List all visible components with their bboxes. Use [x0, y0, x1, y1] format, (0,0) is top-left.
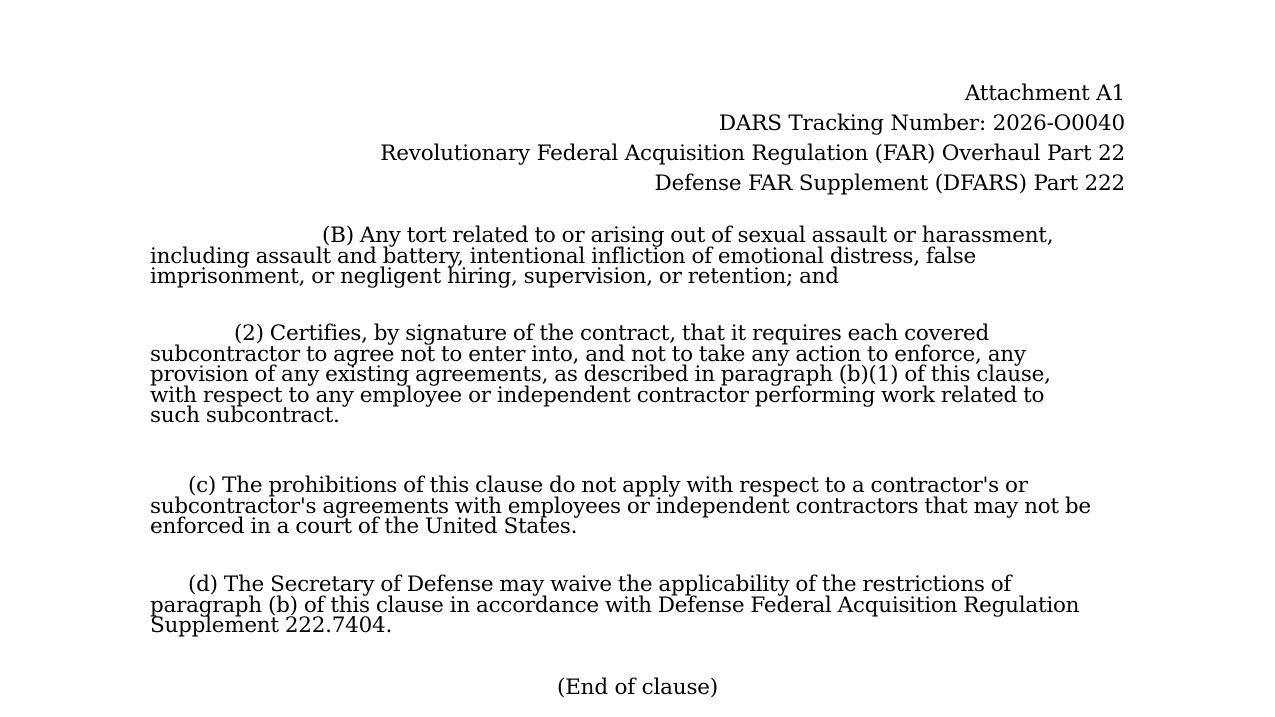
paragraph-line: including assault and battery, intentional infliction of emotional distress, false [150, 243, 977, 269]
end-of-clause: (End of clause) [557, 675, 718, 700]
paragraph-2 [150, 321, 1140, 428]
paragraph-line: subcontractor to agree not to enter into, and not to take any action to enforce, any [150, 341, 1026, 367]
attachment-label: Attachment A1 [964, 81, 1125, 106]
tracking-number: DARS Tracking Number: 2026-O0040 [718, 111, 1125, 136]
paragraph-d [150, 572, 1140, 638]
paragraph-c [150, 473, 1140, 539]
paragraph-line: with respect to any employee or independent contractor performing work related to [150, 382, 1045, 408]
paragraph-line: (B) Any tort related to or arising out of sexual assault or harassment, [322, 223, 1054, 248]
paragraph-line: (c) The prohibitions of this clause do not apply with respect to a contractor's or [188, 473, 1028, 498]
paragraph-line: paragraph (b) of this clause in accordance with Defense Federal Acquisition Regulation [150, 592, 1080, 618]
paragraph-line: subcontractor's agreements with employees or independent contractors that may not be [150, 493, 1091, 519]
far-part-title: Revolutionary Federal Acquisition Regulation (FAR) Overhaul Part 22 [380, 141, 1125, 166]
paragraph-line: such subcontract. [150, 403, 340, 428]
paragraph-line: Supplement 222.7404. [150, 613, 393, 638]
paragraph-line: provision of any existing agreements, as described in paragraph (b)(1) of this clause, [150, 362, 1051, 387]
paragraph-line: enforced in a court of the United States. [150, 514, 578, 539]
paragraph-line: (2) Certifies, by signature of the contract, that it requires each covered [234, 321, 989, 346]
paragraph-b [150, 223, 1140, 289]
page-header [150, 79, 1125, 199]
dfars-part-title: Defense FAR Supplement (DFARS) Part 222 [654, 171, 1125, 196]
paragraph-line: (d) The Secretary of Defense may waive the applicability of the restrictions of [188, 572, 1012, 597]
paragraph-line: imprisonment, or negligent hiring, supervision, or retention; and [150, 264, 839, 289]
